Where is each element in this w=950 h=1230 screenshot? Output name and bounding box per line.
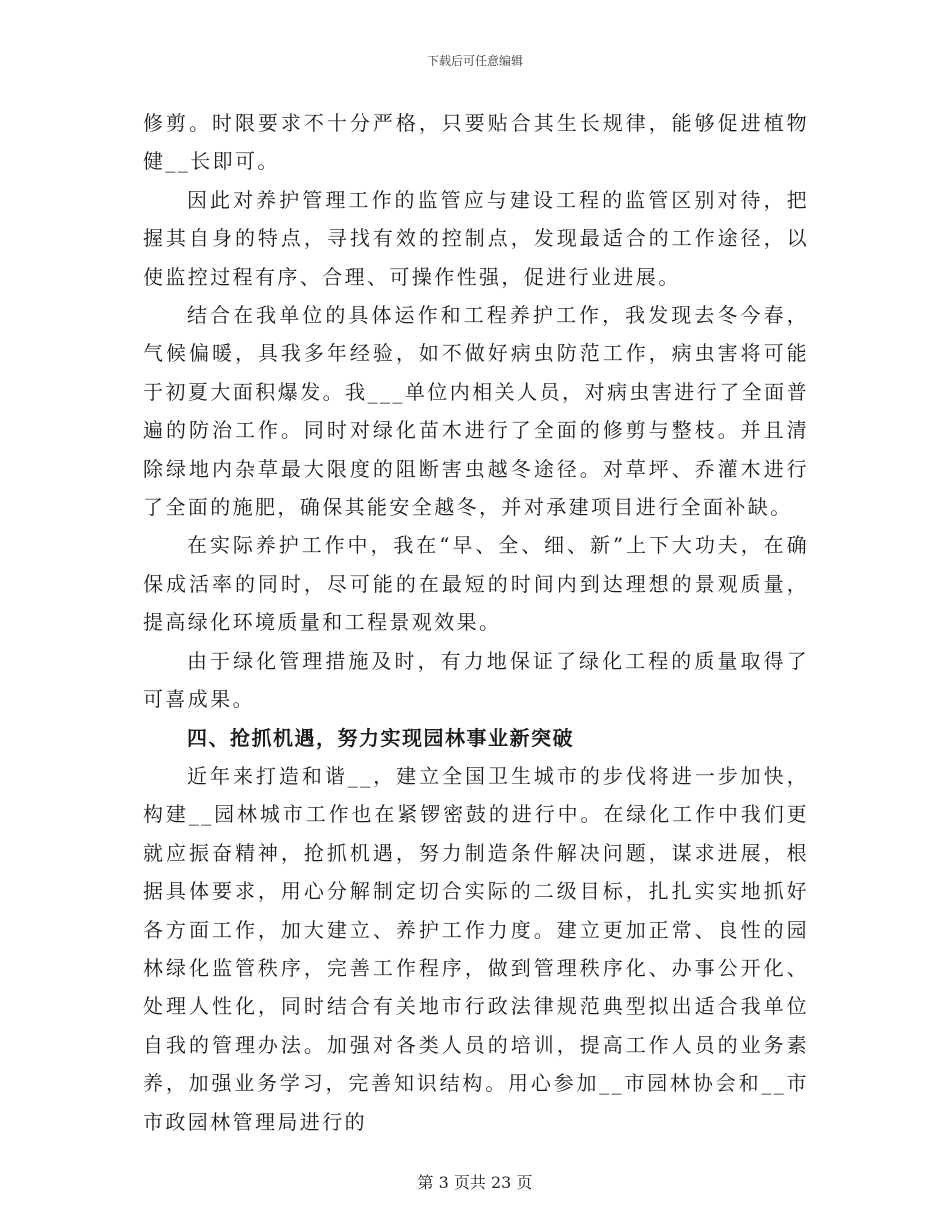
document-body bbox=[143, 104, 809, 1141]
page-number: 第 3 页共 23 页 bbox=[417, 1173, 533, 1192]
paragraph-maintenance: 在实际养护工作中，我在“早、全、细、新”上下大功夫，在确保成活率的同时，尽可能的在最短的时间内到达理想的景观质量，提高绿化环境质量和工程景观效果。 bbox=[143, 533, 809, 635]
paragraph-supervision: 因此对养护管理工作的监管应与建设工程的监管区别对待，把握其自身的特点，寻找有效的控制点，发现最适合的工作途径，以使监控过程有序、合理、可操作性强，促进行业进展。 bbox=[143, 187, 809, 289]
paragraph-results: 由于绿化管理措施及时，有力地保证了绿化工程的质量取得了可喜成果。 bbox=[143, 648, 809, 712]
paragraph-pest-control: 结合在我单位的具体运作和工程养护工作，我发现去冬今春，气候偏暖，具我多年经验，如不做好病虫防范工作，病虫害将可能于初夏大面积爆发。我___单位内相关人员，对病虫害进行了全面普遍的防治工作。同时对绿化苗木进行了全面的修剪与整枝。并且清除绿地内杂草最大限度的阻断害虫越冬途径。对草坪、乔灌木进行了全面的施肥，确保其能安全越冬，并对承建项目进行全面补缺。 bbox=[143, 303, 809, 520]
paragraph-continuation: 修剪。时限要求不十分严格，只要贴合其生长规律，能够促进植物健__长即可。 bbox=[143, 111, 809, 174]
section-heading: 四、抢抓机遇，努力实现园林事业新突破 bbox=[187, 725, 574, 750]
paragraph-opportunity: 近年来打造和谐__，建立全国卫生城市的步伐将进一步加快，构建__园林城市工作也在紧锣密鼓的进行中。在绿化工作中我们更就应振奋精神，抢抓机遇，努力制造条件解决问题，谋求进展，根据具体要求，用心分解制定切合实际的二级目标，扎扎实实地抓好各方面工作，加大建立、养护工作力度。建立更加正常、良性的园林绿化监管秩序，完善工作程序，做到管理秩序化、办事公开化、处理人性化，同时结合有关地市行政法律规范典型拟出适合我单位自我的管理办法。加强对各类人员的培训，提高工作人员的业务素养，加强业务学习，完善知识结构。用心参加__市园林协会和__市市政园林管理局进行的 bbox=[143, 763, 809, 1134]
page-header: 下载后可任意编辑 bbox=[426, 54, 523, 68]
